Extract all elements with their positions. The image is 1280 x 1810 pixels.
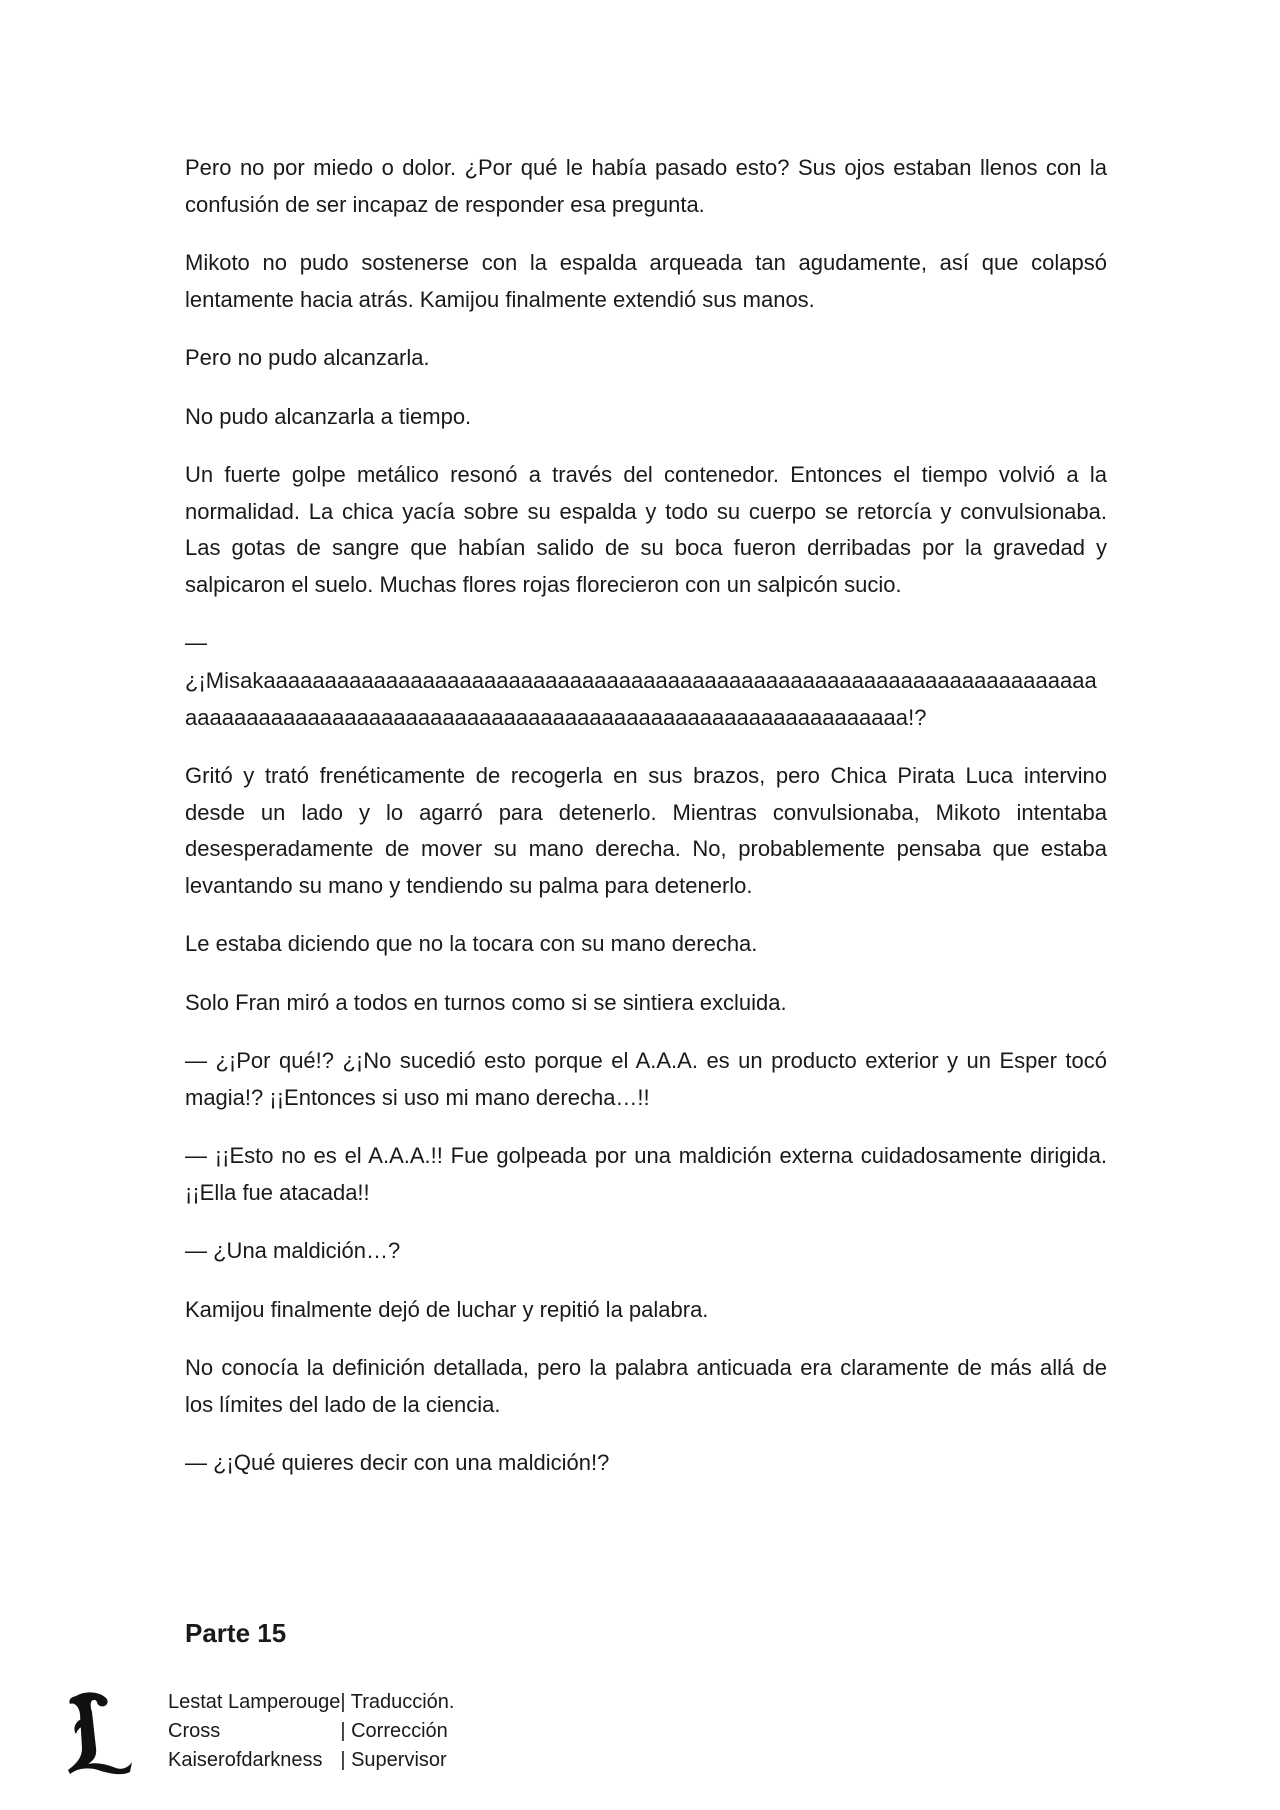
paragraph-2: Mikoto no pudo sostenerse con la espalda arqueada tan agudamente, así que colapsó lentamente hacia atrás. Kamijou finalmente extendió sus manos.	[185, 250, 1107, 312]
paragraph-14: — ¿¡Qué quieres decir con una maldición!?	[185, 1450, 610, 1475]
paragraph-6: Gritó y trató frenéticamente de recogerla en sus brazos, pero Chica Pirata Luca intervino desde un lado y lo agarró para detenerlo. Mientras convulsionaba, Mikoto intentaba desesperadamente de mover su mano derecha. No, probablemente pensaba que estaba levantando su mano y tendiendo su palma para detenerlo.	[185, 763, 1107, 898]
credit-name: Kaiserofdarkness	[168, 1749, 323, 1771]
paragraph-13: No conocía la definición detallada, pero la palabra anticuada era claramente de más allá de los límites del lado de la ciencia.	[185, 1355, 1107, 1417]
paragraph-1: Pero no por miedo o dolor. ¿Por qué le había pasado esto? Sus ojos estaban llenos con la confusión de ser incapaz de responder esa pregunta.	[185, 155, 1107, 217]
gothic-letter-L-logo-icon	[66, 1688, 134, 1776]
credit-row	[168, 1717, 454, 1746]
credit-row	[168, 1746, 454, 1775]
credit-name: Cross	[168, 1720, 221, 1742]
credits-table	[168, 1688, 454, 1775]
paragraph-4: No pudo alcanzarla a tiempo.	[185, 403, 472, 429]
paragraph-11: — ¿Una maldición…?	[185, 1238, 401, 1263]
paragraph-5: Un fuerte golpe metálico resonó a través del contenedor. Entonces el tiempo volvió a la normalidad. La chica yacía sobre su espalda y todo su cuerpo se retorcía y convulsionaba. Las gotas de sangre que habían salido de su boca fueron derribadas por la gravedad y salpicaron el suelo. Muchas flores rojas florecieron con un salpicón sucio.	[185, 462, 1107, 597]
dialogue-dash: —	[185, 630, 207, 655]
page-body	[185, 150, 1107, 1504]
paragraph-9: — ¿¡Por qué!? ¿¡No sucedió esto porque el A.A.A. es un producto exterior y un Esper tocó magia!? ¡¡Entonces si uso mi mano derecha…!!	[185, 1048, 1107, 1110]
paragraph-10: — ¡¡Esto no es el A.A.A.!! Fue golpeada por una maldición externa cuidadosamente dirigida. ¡¡Ella fue atacada!!	[185, 1143, 1107, 1205]
credit-name: Lestat Lamperouge	[168, 1691, 341, 1713]
credit-role: | Supervisor	[340, 1749, 447, 1771]
section-heading: Parte 15	[185, 1618, 287, 1648]
paragraph-12: Kamijou finalmente dejó de luchar y repitió la palabra.	[185, 1296, 709, 1322]
credit-role: | Traducción.	[340, 1691, 455, 1713]
paragraph-3: Pero no pudo alcanzarla.	[185, 345, 430, 370]
credit-role: | Corrección	[340, 1720, 448, 1742]
scream-line: ¿¡Misakaaaaaaaaaaaaaaaaaaaaaaaaaaaaaaaaaaaaaaaaaaaaaaaaaaaaaaaaaaaaaaaaaaaaaaaaaaaaaaaaaaaaaaaaaaaaaaaaaaaaaaaaaaaaaaaaaaaaaaaaaaaaaaa!?	[185, 668, 1097, 730]
paragraph-8: Solo Fran miró a todos en turnos como si se sintiera excluida.	[185, 989, 787, 1015]
credit-row	[168, 1688, 454, 1717]
paragraph-7: Le estaba diciendo que no la tocara con su mano derecha.	[185, 931, 758, 956]
